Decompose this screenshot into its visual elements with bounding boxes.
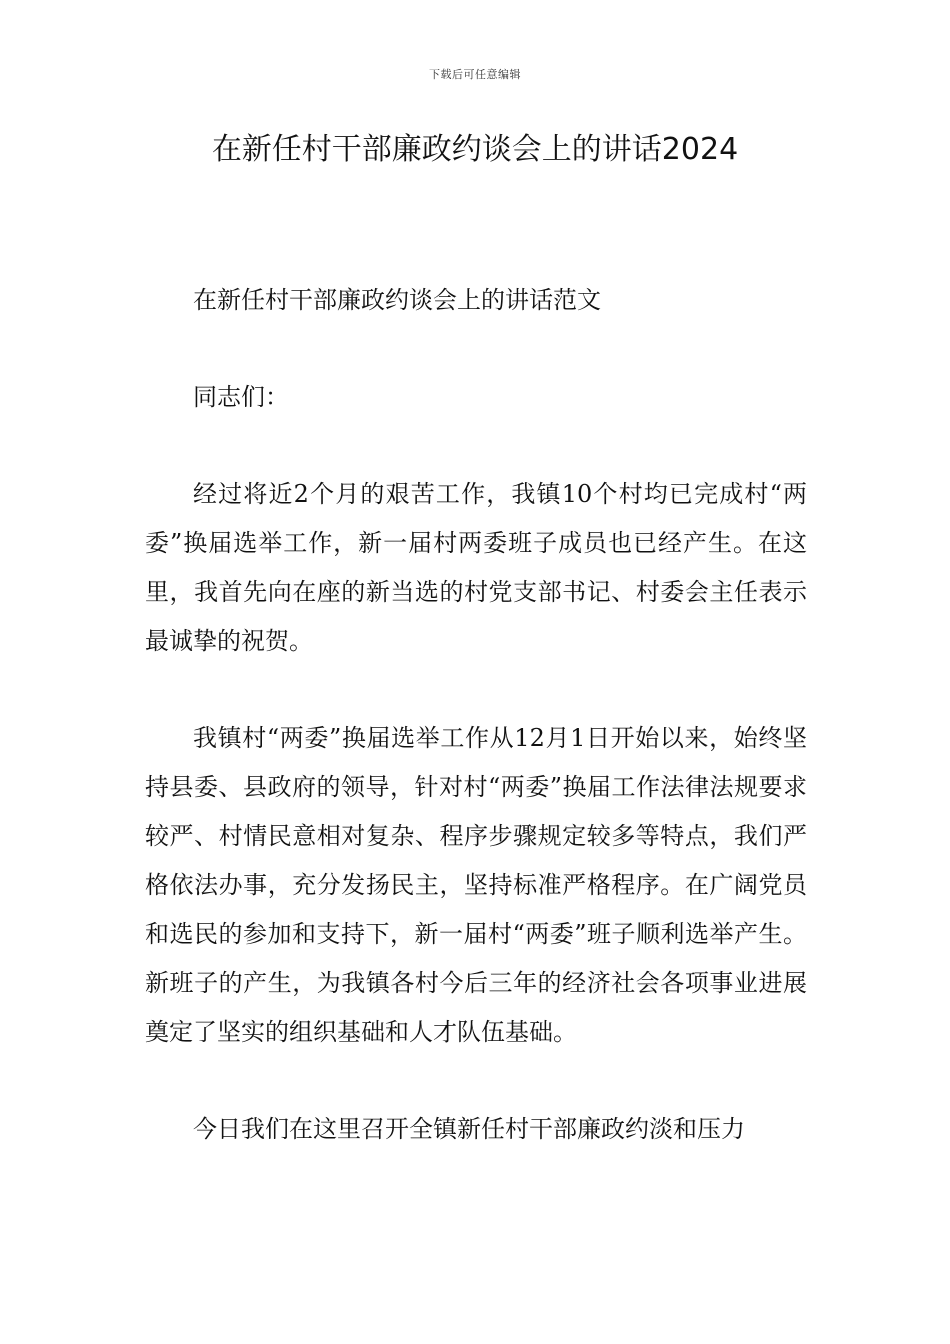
document-subtitle: 在新任村干部廉政约谈会上的讲话范文 [193, 286, 601, 314]
header-note: 下载后可任意编辑 [429, 68, 521, 81]
paragraph-2: 我镇村“两委”换届选举工作从12月1日开始以来，始终坚持县委、县政府的领导，针对村“两委”换届工作法律法规要求较严、村情民意相对复杂、程序步骤规定较多等特点，我们严格依法办事，充分发扬民主，坚持标准严格程序。在广阔党员和选民的参加和支持下，新一届村“两委”班子顺利选举产生。新班子的产生，为我镇各村今后三年的经济社会各项事业进展奠定了坚实的组织基础和人才队伍基础。 [145, 724, 807, 1046]
greeting: 同志们： [193, 383, 289, 411]
document-title: 在新任村干部廉政约谈会上的讲话2024 [211, 132, 739, 167]
paragraph-1: 经过将近2个月的艰苦工作，我镇10个村均已完成村“两委”换届选举工作，新一届村两委班子成员也已经产生。在这里，我首先向在座的新当选的村党支部书记、村委会主任表示最诚挚的祝贺。 [145, 480, 807, 655]
paragraph-3: 今日我们在这里召开全镇新任村干部廉政约淡和压力 [193, 1115, 745, 1143]
document-body [145, 276, 807, 1202]
